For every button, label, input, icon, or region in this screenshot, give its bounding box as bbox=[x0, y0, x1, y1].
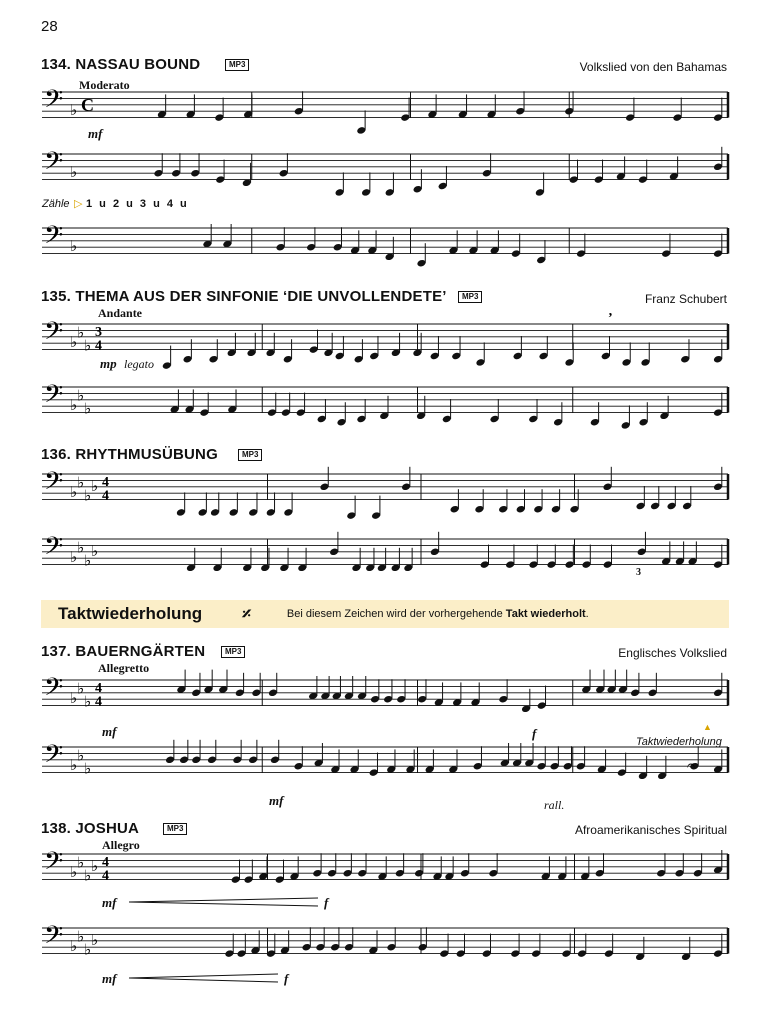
dynamic-137-mf-1: mf bbox=[102, 724, 117, 739]
info-box-text: Bei diesem Zeichen wird der vorhergehende Takt wiederholt. bbox=[286, 608, 589, 620]
bass-clef-icon: 𝄢 bbox=[44, 85, 64, 121]
bass-clef-icon: 𝄢 bbox=[44, 673, 64, 709]
bass-clef-icon: 𝄢 bbox=[44, 380, 64, 416]
flat-icon: ♭ bbox=[70, 237, 78, 256]
time-signature-top: 4 bbox=[102, 474, 109, 490]
flat-icon: ♭ bbox=[70, 163, 78, 182]
measure-repeat-icon: 𝄎 bbox=[242, 603, 251, 624]
repeat-pointer-icon: ▲ bbox=[703, 722, 712, 732]
flat-icon: ♭ bbox=[70, 548, 78, 567]
flat-icon: ♭ bbox=[84, 759, 92, 778]
bass-clef-icon: 𝄢 bbox=[44, 740, 64, 776]
staff-134-1 bbox=[0, 80, 769, 140]
flat-icon: ♭ bbox=[91, 856, 99, 875]
composer-137: Englisches Volkslied bbox=[618, 646, 727, 660]
time-signature-bottom: 4 bbox=[102, 868, 109, 884]
dynamic-137-mf-2: mf bbox=[269, 793, 284, 808]
staff-134-2 bbox=[0, 142, 769, 202]
composer-138: Afroamerikanisches Spiritual bbox=[574, 823, 727, 837]
piece-title-138: 138. JOSHUA bbox=[41, 820, 140, 837]
time-signature: C bbox=[81, 94, 94, 115]
staff-137-2 bbox=[0, 735, 769, 795]
breath-mark: ’ bbox=[608, 311, 613, 326]
flat-icon: ♭ bbox=[84, 399, 92, 418]
dynamic-135-mp: mp bbox=[100, 356, 117, 371]
tempo-135: Andante bbox=[98, 306, 143, 320]
count-arrow-icon: ▷ bbox=[74, 198, 83, 210]
rall-137: rall. bbox=[544, 798, 565, 812]
flat-icon: ♭ bbox=[84, 692, 92, 711]
flat-icon: ♭ bbox=[70, 937, 78, 956]
mp3-badge-136[interactable]: MP3 bbox=[238, 449, 262, 461]
flat-icon: ♭ bbox=[91, 476, 99, 495]
bass-clef-icon: 𝄢 bbox=[44, 317, 64, 353]
tempo-134: Moderato bbox=[79, 78, 130, 92]
bass-clef-icon: 𝄢 bbox=[44, 221, 64, 257]
piece-title-136: 136. RHYTHMUSÜBUNG bbox=[41, 446, 218, 463]
mp3-badge-138[interactable]: MP3 bbox=[163, 823, 187, 835]
mp3-badge-135[interactable]: MP3 bbox=[458, 291, 482, 303]
staff-135-2 bbox=[0, 375, 769, 435]
flat-icon: ♭ bbox=[77, 927, 85, 946]
tempo-137: Allegretto bbox=[98, 661, 150, 675]
staff-134-3 bbox=[0, 216, 769, 276]
tempo-138: Allegro bbox=[102, 838, 140, 852]
fermata-icon: 𝄐 bbox=[687, 758, 695, 774]
flat-icon: ♭ bbox=[77, 679, 85, 698]
piece-title-135: 135. THEMA AUS DER SINFONIE ‘DIE UNVOLLENDETE’ bbox=[41, 288, 447, 305]
flat-icon: ♭ bbox=[70, 333, 78, 352]
dynamic-138-mf-1: mf bbox=[102, 895, 117, 910]
bass-clef-icon: 𝄢 bbox=[44, 532, 64, 568]
piece-title-137: 137. BAUERNGÄRTEN bbox=[41, 643, 206, 660]
page-number: 28 bbox=[41, 18, 58, 35]
repeat-label-137: Taktwiederholung bbox=[636, 736, 722, 748]
bass-clef-icon: 𝄢 bbox=[44, 147, 64, 183]
flat-icon: ♭ bbox=[84, 866, 92, 885]
flat-icon: ♭ bbox=[70, 483, 78, 502]
time-signature-bottom: 4 bbox=[95, 694, 102, 710]
flat-icon: ♭ bbox=[70, 756, 78, 775]
flat-icon: ♭ bbox=[77, 538, 85, 557]
time-signature-top: 3 bbox=[95, 324, 102, 340]
composer-134: Volkslied von den Bahamas bbox=[579, 60, 727, 74]
staff-136-1 bbox=[0, 462, 769, 522]
flat-icon: ♭ bbox=[77, 746, 85, 765]
flat-icon: ♭ bbox=[77, 323, 85, 342]
dynamic-138-f-1: f bbox=[324, 895, 329, 910]
crescendo-hairpin-138-1b bbox=[129, 902, 318, 906]
flat-icon: ♭ bbox=[91, 930, 99, 949]
bass-clef-icon: 𝄢 bbox=[44, 467, 64, 503]
staff-138-1 bbox=[0, 842, 769, 902]
dynamic-134-mf: mf bbox=[88, 126, 103, 141]
flat-icon: ♭ bbox=[77, 853, 85, 872]
info-box-title: Taktwiederholung bbox=[58, 604, 203, 623]
count-hint-counts: 1 u 2 u 3 u 4 u bbox=[86, 198, 187, 210]
composer-135: Franz Schubert bbox=[644, 292, 727, 306]
flat-icon: ♭ bbox=[70, 101, 78, 120]
triplet-mark: 3 bbox=[636, 567, 641, 578]
flat-icon: ♭ bbox=[70, 689, 78, 708]
flat-icon: ♭ bbox=[91, 541, 99, 560]
time-signature-bottom: 4 bbox=[95, 338, 102, 354]
expression-135-legato: legato bbox=[124, 357, 154, 371]
count-hint-label: Zähle bbox=[42, 198, 70, 210]
piece-title-134: 134. NASSAU BOUND bbox=[41, 56, 201, 73]
staff-138-2 bbox=[0, 916, 769, 976]
crescendo-hairpin-138-2b bbox=[129, 978, 278, 982]
mp3-badge-137[interactable]: MP3 bbox=[221, 646, 245, 658]
flat-icon: ♭ bbox=[84, 486, 92, 505]
staff-137-1 bbox=[0, 668, 769, 728]
time-signature-top: 4 bbox=[102, 854, 109, 870]
mp3-badge-134[interactable]: MP3 bbox=[225, 59, 249, 71]
flat-icon: ♭ bbox=[84, 551, 92, 570]
flat-icon: ♭ bbox=[84, 336, 92, 355]
taktwiederholung-info-box bbox=[41, 600, 729, 628]
time-signature-top: 4 bbox=[95, 680, 102, 696]
flat-icon: ♭ bbox=[84, 940, 92, 959]
bass-clef-icon: 𝄢 bbox=[44, 847, 64, 883]
time-signature-bottom: 4 bbox=[102, 488, 109, 504]
flat-icon: ♭ bbox=[70, 396, 78, 415]
bass-clef-icon: 𝄢 bbox=[44, 921, 64, 957]
dynamic-138-mf-2: mf bbox=[102, 971, 117, 986]
dynamic-137-f: f bbox=[532, 726, 537, 741]
flat-icon: ♭ bbox=[77, 473, 85, 492]
dynamic-138-f-2: f bbox=[284, 971, 289, 986]
flat-icon: ♭ bbox=[77, 386, 85, 405]
staff-136-2 bbox=[0, 527, 769, 587]
staff-135-1 bbox=[0, 312, 769, 372]
flat-icon: ♭ bbox=[70, 863, 78, 882]
